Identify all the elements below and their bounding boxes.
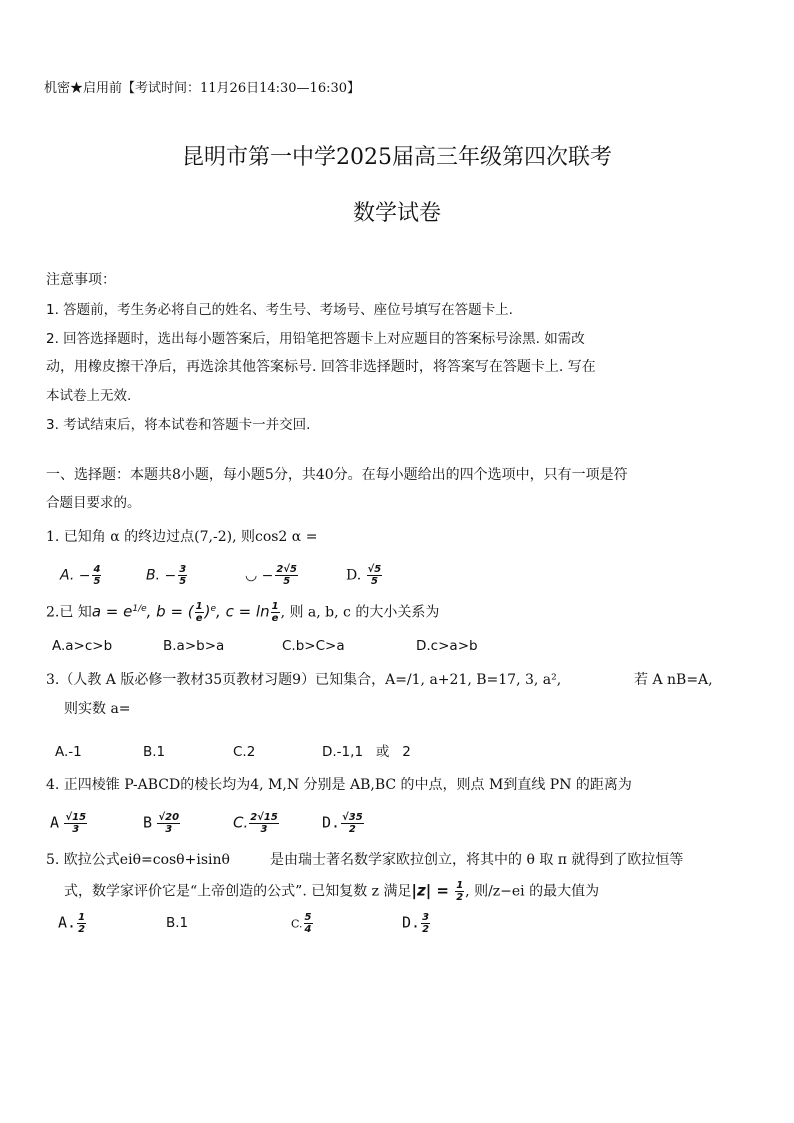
q4-option-a-label: A bbox=[50, 813, 60, 832]
q5-option-a-num: 1 bbox=[78, 912, 86, 923]
q1-option-d-den: 5 bbox=[370, 576, 378, 587]
q4-option-d-num: √35 bbox=[342, 812, 363, 823]
q2-option-c: C.b>C>a bbox=[282, 638, 345, 654]
q4-option-c-den: 3 bbox=[260, 824, 268, 835]
page-title: 昆明市第一中学2025届高三年级第四次联考 bbox=[182, 145, 612, 170]
q1-option-c-sign: − bbox=[261, 567, 274, 584]
q4-option-d-den: 2 bbox=[348, 824, 356, 835]
q3-option-b: B.1 bbox=[143, 744, 166, 760]
q2-a-expr: a = e bbox=[91, 602, 133, 621]
q5-line-2-text: 式，数学家评价它是“上帝创造的公式”. 已知复数 z 满足 bbox=[64, 883, 412, 900]
q4-option-b-num: √20 bbox=[158, 812, 180, 823]
q5-option-d-den: 2 bbox=[422, 924, 430, 935]
q2-b-tail: ) bbox=[204, 602, 211, 621]
q2-b-den: e bbox=[195, 613, 203, 625]
q5-option-c bbox=[291, 912, 314, 935]
q4-option-a bbox=[50, 812, 88, 835]
q5-option-a bbox=[58, 912, 87, 935]
q4-option-b-den: 3 bbox=[165, 824, 173, 835]
notice-line-5: 3. 考试结束后，将本试卷和答题卡一并交回. bbox=[46, 417, 311, 433]
q1-stem: 1. 已知角 α 的终边过点(7,-2), 则cos2 α = bbox=[46, 529, 318, 545]
q5-option-a-den: 2 bbox=[78, 924, 86, 935]
q5-option-b bbox=[166, 914, 188, 932]
q5-option-c-num: 5 bbox=[304, 912, 312, 923]
q3-option-a: A.-1 bbox=[55, 744, 82, 760]
q1-option-d bbox=[346, 564, 383, 587]
q4-option-d bbox=[322, 812, 365, 835]
q1-option-a-num: 4 bbox=[93, 564, 101, 575]
q3-line-1-condition: 若 A nB=A, bbox=[634, 672, 713, 688]
q1-option-c-label: ◡ bbox=[245, 567, 258, 584]
q5-option-c-label: C. bbox=[291, 917, 303, 931]
q4-option-b bbox=[143, 812, 181, 835]
q1-option-c-num: 2√5 bbox=[276, 564, 297, 575]
q5-line-2 bbox=[64, 880, 599, 903]
q4-option-d-label: D. bbox=[322, 813, 341, 832]
q2-stem bbox=[46, 600, 439, 624]
q2-b-expr: , b = ( bbox=[146, 602, 194, 621]
confidential-header: 机密★启用前【考试时间：11月26日14:30—16:30】 bbox=[44, 81, 361, 96]
q3-option-d: D.-1,1 或 2 bbox=[322, 744, 411, 760]
q5-option-d-label: D. bbox=[402, 913, 421, 932]
q2-a-exp: 1/e bbox=[132, 604, 147, 614]
q1-option-a bbox=[60, 564, 102, 587]
q1-option-b bbox=[146, 564, 188, 587]
q3-line-1: 3.（人教 A 版必修一教材35页教材习题9）已知集合，A=/1, a+21, B=17, 3, a², bbox=[46, 672, 562, 688]
q1-option-b-den: 5 bbox=[179, 576, 187, 587]
q4-option-b-label: B bbox=[143, 813, 153, 832]
q5-option-a-label: A. bbox=[58, 913, 77, 932]
q5-option-c-den: 4 bbox=[304, 924, 312, 935]
q4-stem: 4. 正四棱锥 P-ABCD的棱长均为4, M,N 分别是 AB,BC 的中点，则点 M到直线 PN 的距离为 bbox=[46, 777, 632, 793]
q5-option-d-num: 3 bbox=[422, 912, 430, 923]
q2-b-exp: e bbox=[210, 604, 217, 614]
q5-option-d bbox=[402, 912, 431, 935]
q1-option-b-sign: − bbox=[164, 567, 177, 584]
q1-option-a-den: 5 bbox=[93, 576, 101, 587]
section-heading-line-2: 合题目要求的。 bbox=[46, 495, 141, 511]
q1-option-b-label: B. bbox=[146, 567, 161, 584]
q5-condition-den: 2 bbox=[456, 892, 464, 903]
q4-option-c-label: C. bbox=[233, 813, 249, 832]
q4-option-a-den: 3 bbox=[72, 824, 80, 835]
notice-heading: 注意事项： bbox=[46, 272, 116, 288]
q5-line-1-formula: 5. 欧拉公式eiθ=cosθ+isinθ bbox=[46, 852, 230, 868]
q4-option-a-num: √15 bbox=[65, 812, 87, 823]
q1-option-b-num: 3 bbox=[179, 564, 187, 575]
page-subtitle: 数学试卷 bbox=[352, 201, 441, 226]
notice-line-1: 1. 答题前，考生务必将自己的姓名、考生号、考场号、座位号填写在答题卡上. bbox=[46, 302, 513, 318]
q1-option-a-sign: − bbox=[78, 567, 91, 584]
q2-c-num: 1 bbox=[271, 601, 279, 613]
q2-suffix: , 则 a, b, c 的大小关系为 bbox=[280, 604, 440, 621]
q1-option-c bbox=[245, 564, 299, 587]
q2-c-expr: , c = ln bbox=[216, 602, 270, 621]
q5-line-1-text: 是由瑞士著名数学家欧拉创立，将其中的 θ 取 π 就得到了欧拉恒等 bbox=[270, 852, 684, 868]
notice-line-4: 本试卷上无效. bbox=[46, 388, 132, 404]
q4-option-c bbox=[233, 812, 280, 835]
q5-condition-expr: |z| = bbox=[411, 881, 455, 900]
q4-option-c-num: 2√15 bbox=[250, 812, 278, 823]
q3-line-2: 则实数 a= bbox=[64, 701, 131, 717]
q2-option-a: A.a>c>b bbox=[52, 638, 113, 654]
q3-option-c: C.2 bbox=[233, 744, 256, 760]
q1-option-a-label: A. bbox=[60, 567, 75, 584]
q5-line-2-tail: , 则/z−ei 的最大值为 bbox=[465, 883, 600, 900]
q2-prefix: 2.已 知 bbox=[46, 604, 92, 621]
q5-condition-num: 1 bbox=[456, 880, 464, 891]
q1-option-d-num: √5 bbox=[367, 564, 382, 575]
q2-option-d: D.c>a>b bbox=[416, 638, 478, 654]
section-heading-line-1: 一、选择题：本题共8小题，每小题5分，共40分。在每小题给出的四个选项中，只有一项是符 bbox=[46, 467, 628, 483]
q2-c-den: e bbox=[271, 613, 279, 625]
q5-option-b-label: B.1 bbox=[166, 915, 189, 931]
q2-option-b: B.a>b>a bbox=[163, 638, 225, 654]
q1-option-d-label: D. bbox=[346, 567, 362, 584]
notice-line-2: 2. 回答选择题时，选出每小题答案后，用铅笔把答题卡上对应题目的答案标号涂黑. 如需改 bbox=[46, 331, 585, 347]
q1-option-c-den: 5 bbox=[283, 576, 291, 587]
notice-line-3: 动，用橡皮擦干净后，再选涂其他答案标号. 回答非选择题时，将答案写在答题卡上. 写在 bbox=[46, 359, 596, 375]
q2-b-num: 1 bbox=[195, 601, 203, 613]
